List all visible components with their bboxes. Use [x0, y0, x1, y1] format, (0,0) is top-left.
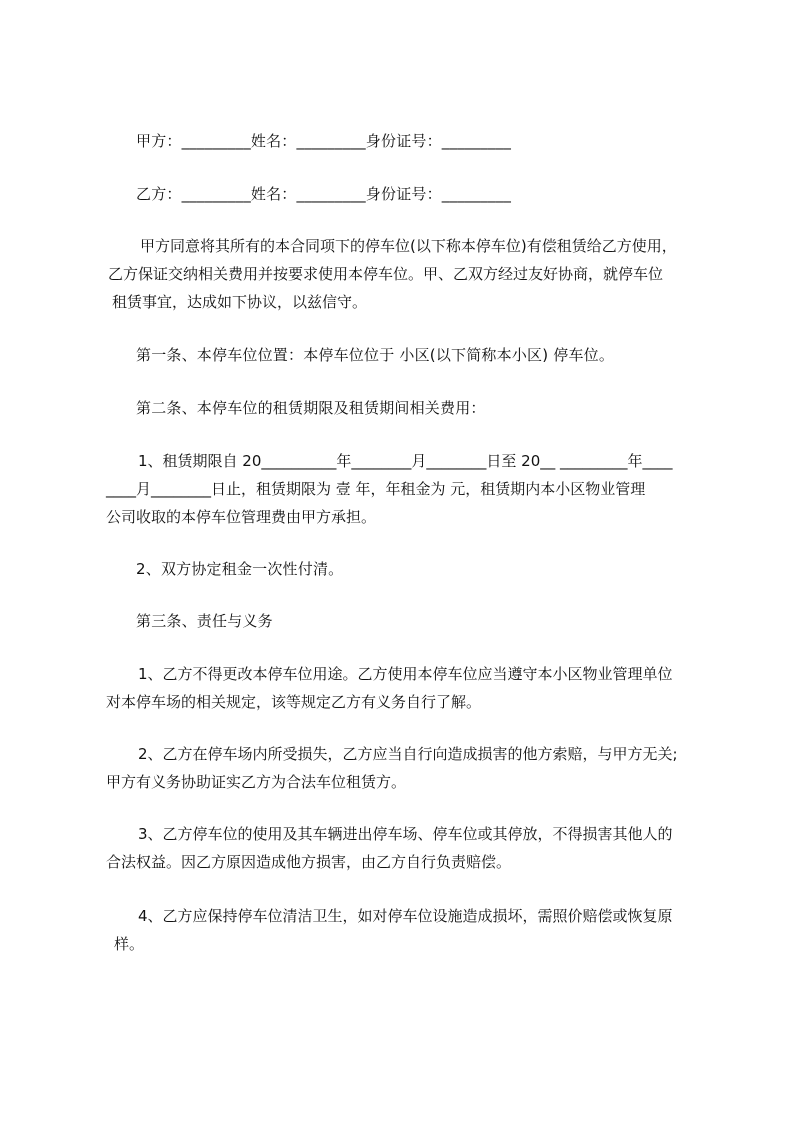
article-3-item-2	[106, 740, 706, 796]
article-3-item-2-line: 甲方有义务协助证实乙方为合法车位租赁方。	[106, 773, 407, 791]
article-3-heading: 第三条、责任与义务	[136, 612, 273, 630]
article-2-heading: 第二条、本停车位的租赁期限及租赁期间相关费用：	[136, 399, 486, 417]
article-2-item-1-line: 1、租赁期限自 20__________年________月________日至 20__ _________年____	[138, 452, 673, 470]
article-3-item-4-line: 4、乙方应保持停车位清洁卫生，如对停车位设施造成损坏，需照价赔偿或恢复原	[138, 907, 673, 925]
intro-line: 甲方同意将其所有的本合同项下的停车位(以下称本停车位)有偿租赁给乙方使用，	[140, 237, 677, 255]
article-3-item-4	[106, 902, 706, 958]
article-2-item-1	[106, 447, 706, 531]
article-2-item-1-line: ____月________日止，租赁期限为 壹 年，年租金为 元，租赁期内本小区物业管理	[106, 480, 646, 498]
article-3-item-1-line: 1、乙方不得更改本停车位用途。乙方使用本停车位应当遵守本小区物业管理单位	[138, 665, 673, 683]
intro-line: 乙方保证交纳相关费用并按要求使用本停车位。甲、乙双方经过友好协商，就停车位	[108, 265, 664, 283]
article-3-item-2-line: 2、乙方在停车场内所受损失，乙方应当自行向造成损害的他方索赔，与甲方无关;	[138, 745, 678, 763]
article-3-item-3	[106, 820, 706, 876]
article-2-item-1-line: 公司收取的本停车位管理费由甲方承担。	[106, 508, 377, 526]
article-1: 第一条、本停车位位置：本停车位位于 小区(以下简称本小区) 停车位。	[136, 346, 615, 364]
article-3-item-3-line: 合法权益。因乙方原因造成他方损害，由乙方自行负责赔偿。	[106, 853, 512, 871]
article-3-item-3-line: 3、乙方停车位的使用及其车辆进出停车场、停车位或其停放，不得损害其他人的	[138, 825, 673, 843]
article-2-item-2: 2、双方协定租金一次性付清。	[136, 560, 344, 578]
article-3-item-1	[106, 660, 706, 716]
intro-paragraph	[106, 232, 706, 316]
article-3-item-4-line: 样。	[114, 935, 145, 953]
party-b-line: 乙方：_________姓名：_________身份证号：_________	[136, 185, 512, 203]
party-a-line: 甲方：_________姓名：_________身份证号：_________	[136, 132, 512, 150]
article-3-item-1-line: 对本停车场的相关规定，该等规定乙方有义务自行了解。	[106, 693, 482, 711]
intro-line: 租赁事宜，达成如下协议，以兹信守。	[112, 293, 368, 311]
